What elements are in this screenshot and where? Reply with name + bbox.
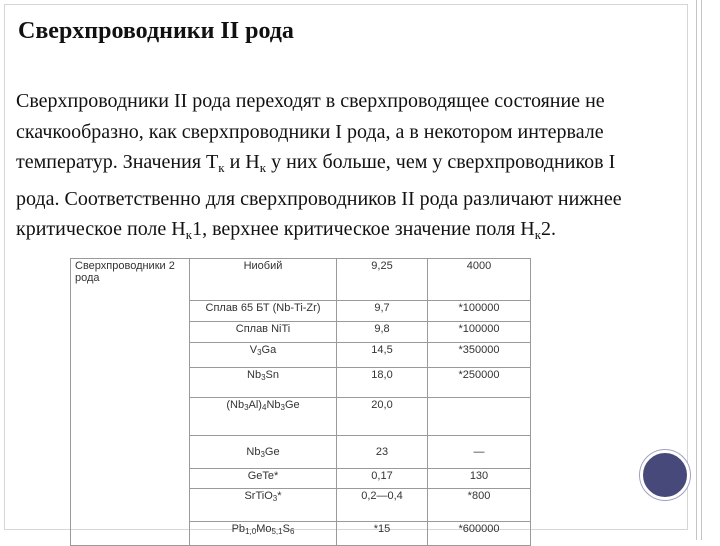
formula-subscript: 3 — [280, 403, 285, 412]
slide-body-text — [16, 86, 656, 251]
formula-part: Mo — [256, 523, 272, 535]
material-cell: Сплав NiTi — [190, 322, 337, 343]
formula-part: Nb — [266, 399, 281, 411]
header-label-cell: Сверхпроводники 2 рода — [71, 259, 190, 546]
tc-cell: *15 — [337, 522, 428, 546]
body-text-part: 2. — [541, 218, 557, 240]
subscript-k: к — [218, 160, 225, 175]
formula-subscript: 3 — [260, 449, 265, 459]
material-cell — [190, 368, 337, 398]
formula-subscript: 4 — [261, 403, 267, 412]
formula-part: Ge — [264, 445, 280, 458]
formula-part: (Nb — [226, 399, 245, 411]
material-cell: Ниобий — [190, 259, 337, 301]
tc-cell: 9,7 — [337, 301, 428, 322]
field-cell: — — [428, 436, 531, 469]
field-cell — [428, 398, 531, 436]
field-cell: *100000 — [428, 301, 531, 322]
field-cell: 4000 — [428, 259, 531, 301]
subscript-k: к — [259, 160, 267, 175]
material-cell — [190, 436, 337, 469]
tc-cell: 18,0 — [337, 368, 428, 398]
formula-part: Nb — [247, 369, 262, 381]
material-cell — [190, 343, 337, 368]
superconductors-table — [70, 258, 531, 546]
body-text-part: 1, верхнее критическое значение поля H — [192, 218, 535, 240]
field-cell: *100000 — [428, 322, 531, 343]
body-text-part: Сверхпроводники II рода переходят в сверхпроводящее состояние не скачкообразно, как сверхпроводники I рода, а в некотором интервале температур. Значения T — [16, 90, 605, 173]
tc-cell: 20,0 — [337, 398, 428, 436]
field-cell: *800 — [428, 489, 531, 522]
material-cell: Сплав 65 БТ (Nb-Ti-Zr) — [190, 301, 337, 322]
formula-part: S — [282, 523, 290, 535]
decorative-circle-icon — [640, 450, 690, 500]
formula-part: Nb — [246, 445, 261, 458]
formula-part: SrTiO — [244, 490, 273, 502]
tc-cell: 23 — [337, 436, 428, 469]
formula-subscript: 3 — [261, 373, 266, 382]
formula-subscript: 3 — [244, 403, 249, 412]
table-row — [71, 259, 531, 301]
tc-cell: 14,5 — [337, 343, 428, 368]
field-cell: *250000 — [428, 368, 531, 398]
material-cell: GeTe* — [190, 469, 337, 489]
formula-part: Sn — [265, 369, 279, 381]
right-frame-line-2 — [701, 0, 702, 540]
subscript-k: к — [534, 227, 542, 242]
material-cell — [190, 522, 337, 546]
field-cell: *600000 — [428, 522, 531, 546]
body-text-part: и H — [224, 151, 260, 173]
subscript-k: к — [185, 227, 193, 242]
formula-subscript: 1,0 — [245, 527, 257, 536]
material-cell — [190, 398, 337, 436]
tc-cell: 0,17 — [337, 469, 428, 489]
formula-part: Ga — [261, 344, 277, 356]
material-cell — [190, 489, 337, 522]
field-cell: 130 — [428, 469, 531, 489]
tc-cell: 9,8 — [337, 322, 428, 343]
tc-cell: 0,2—0,4 — [337, 489, 428, 522]
formula-part: * — [277, 490, 282, 502]
formula-part: Al) — [248, 399, 262, 411]
body-text-part: у них больше, чем у сверхпроводников I рода. Соответственно для сверхпроводников II рода различают нижнее критическое поле H — [16, 151, 622, 240]
formula-subscript: 3 — [257, 348, 262, 357]
tc-cell: 9,25 — [337, 259, 428, 301]
formula-subscript: 3 — [272, 494, 278, 503]
slide-title: Сверхпроводники II рода — [18, 18, 294, 44]
formula-part: Ge — [284, 399, 300, 411]
right-frame-line-1 — [696, 0, 697, 540]
field-cell: *350000 — [428, 343, 531, 368]
formula-subscript: 5,1 — [271, 527, 283, 536]
formula-part: Pb — [231, 523, 246, 535]
formula-subscript: 6 — [289, 527, 295, 536]
formula-part: V — [249, 344, 258, 356]
